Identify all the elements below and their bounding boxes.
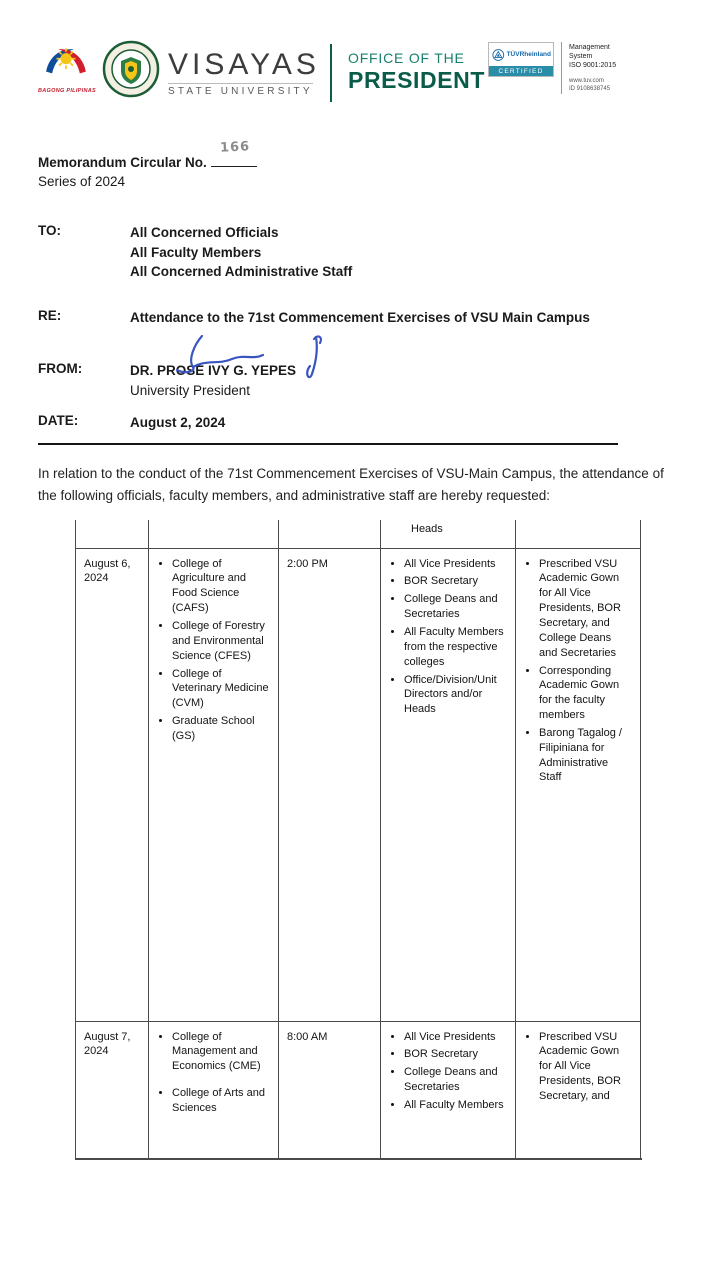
cell-colleges (149, 548, 279, 1021)
cell-attire (516, 520, 641, 549)
cell-colleges (149, 1021, 279, 1160)
bagong-pilipinas-icon (40, 44, 92, 82)
table-row (76, 1021, 641, 1160)
attendee-item: • Office/Division/Unit Directors and/or Heads (404, 673, 507, 718)
college-item: • College of Forestry and Environmental Science (CFES) (172, 619, 270, 664)
re-value: Attendance to the 71st Commencement Exercises of VSU Main Campus (130, 309, 590, 325)
cell-colleges (149, 520, 279, 549)
re-label: RE: (38, 307, 62, 323)
attendee-item: • College Deans and Secretaries (404, 1065, 507, 1095)
tuv-website: www.tuv.com (569, 78, 604, 85)
table-row-partial (76, 520, 641, 549)
attendee-item: • College Deans and Secretaries (404, 592, 507, 622)
college-item: • College of Veterinary Medicine (CVM) (172, 667, 270, 712)
re-field (38, 308, 682, 328)
tuv-id: ID 9108638745 (569, 86, 611, 93)
tuv-brand-label: TÜVRheinland (506, 50, 551, 58)
vsu-seal (102, 40, 160, 103)
vsu-seal-icon (102, 40, 160, 98)
date-value: August 2, 2024 (130, 415, 226, 431)
memo-body: In relation to the conduct of the 71st Commencement Exercises of VSU-Main Campus, the attendance of the following officials, faculty members, and administrative staff are hereby requested: (38, 466, 664, 503)
cell-time: 2:00 PM (279, 548, 381, 1021)
president-name: DR. PROSE IVY G. YEPES (130, 363, 297, 379)
office-title-line1: OFFICE OF THE (348, 50, 465, 66)
date-field (38, 413, 682, 433)
to-label: TO: (38, 223, 61, 238)
attire-item: • Corresponding Academic Gown for the faculty members (539, 664, 632, 723)
to-field (38, 223, 682, 282)
attendee-item: • All Vice Presidents (404, 557, 507, 572)
tuv-triangle-icon (492, 46, 505, 64)
from-label: FROM: (38, 361, 83, 377)
bagong-pilipinas-logo (38, 44, 94, 94)
cell-attire (516, 1021, 641, 1160)
circular-number-line (38, 139, 682, 170)
attendee-item: • BOR Secretary (404, 1047, 507, 1062)
to-line: All Concerned Administrative Staff (130, 264, 353, 280)
cell-date (76, 520, 149, 549)
college-item: • College of Agriculture and Food Science (CAFS) (172, 557, 270, 616)
schedule-table (75, 520, 641, 1160)
tuv-certification (488, 42, 616, 94)
from-field (38, 361, 682, 400)
attire-item: • Prescribed VSU Academic Gown for All Vice Presidents, BOR Secretary, and College Deans and Secretaries (539, 557, 632, 661)
college-item: • Graduate School (GS) (172, 714, 270, 744)
to-line: All Concerned Officials (130, 225, 279, 240)
tuv-meta (561, 42, 616, 94)
schedule-table-container (75, 520, 642, 1160)
tuv-meta-line3: ISO 9001:2015 (569, 62, 617, 70)
cell-attendees-continued: Heads (381, 520, 516, 549)
tuv-certified-label: CERTIFIED (489, 66, 553, 76)
cell-attendees (381, 548, 516, 1021)
tuv-meta-line1: Management (569, 44, 610, 51)
header-rule (38, 443, 618, 446)
attendee-item: • BOR Secretary (404, 574, 507, 589)
university-name-secondary: STATE UNIVERSITY (168, 83, 313, 97)
to-line: All Faculty Members (130, 244, 262, 260)
circular-number-handwritten: 166 (219, 139, 251, 156)
attendee-item: • All Faculty Members from the respective colleges (404, 625, 507, 670)
cell-date: August 7, 2024 (76, 1021, 149, 1160)
bagong-pilipinas-label: BAGONG PILIPINAS (38, 88, 96, 94)
cell-attire (516, 548, 641, 1021)
series-line: Series of 2024 (38, 174, 126, 189)
attire-item: • Prescribed VSU Academic Gown for All Vice Presidents, BOR Secretary, and (539, 1030, 632, 1104)
tuv-meta-line2: System (569, 53, 593, 61)
university-name (168, 50, 320, 99)
letterhead (38, 40, 682, 118)
president-title: University President (130, 382, 251, 398)
college-item: • College of Management and Economics (CME) (172, 1030, 270, 1075)
office-title-line2: PRESIDENT (348, 67, 486, 93)
table-row (76, 548, 641, 1021)
tuv-badge (488, 42, 554, 77)
circular-number-blank (211, 139, 257, 167)
memo-heading (38, 139, 682, 189)
college-item: • College of Arts and Sciences (172, 1086, 270, 1116)
cell-date: August 6, 2024 (76, 548, 149, 1021)
to-value (130, 223, 352, 282)
office-title (348, 50, 485, 94)
cell-time: 8:00 AM (279, 1021, 381, 1160)
attendee-item: • All Vice Presidents (404, 1030, 507, 1045)
university-name-primary: VISAYAS (168, 48, 320, 81)
cell-attendees (381, 1021, 516, 1160)
attire-item: • Barong Tagalog / Filipiniana for Administrative Staff (539, 726, 632, 785)
circular-label: Memorandum Circular No. (38, 155, 207, 170)
attendee-item: • All Faculty Members (404, 1098, 507, 1113)
cell-time (279, 520, 381, 549)
president-signature (156, 329, 336, 381)
date-label: DATE: (38, 413, 79, 429)
header-divider (330, 44, 332, 102)
